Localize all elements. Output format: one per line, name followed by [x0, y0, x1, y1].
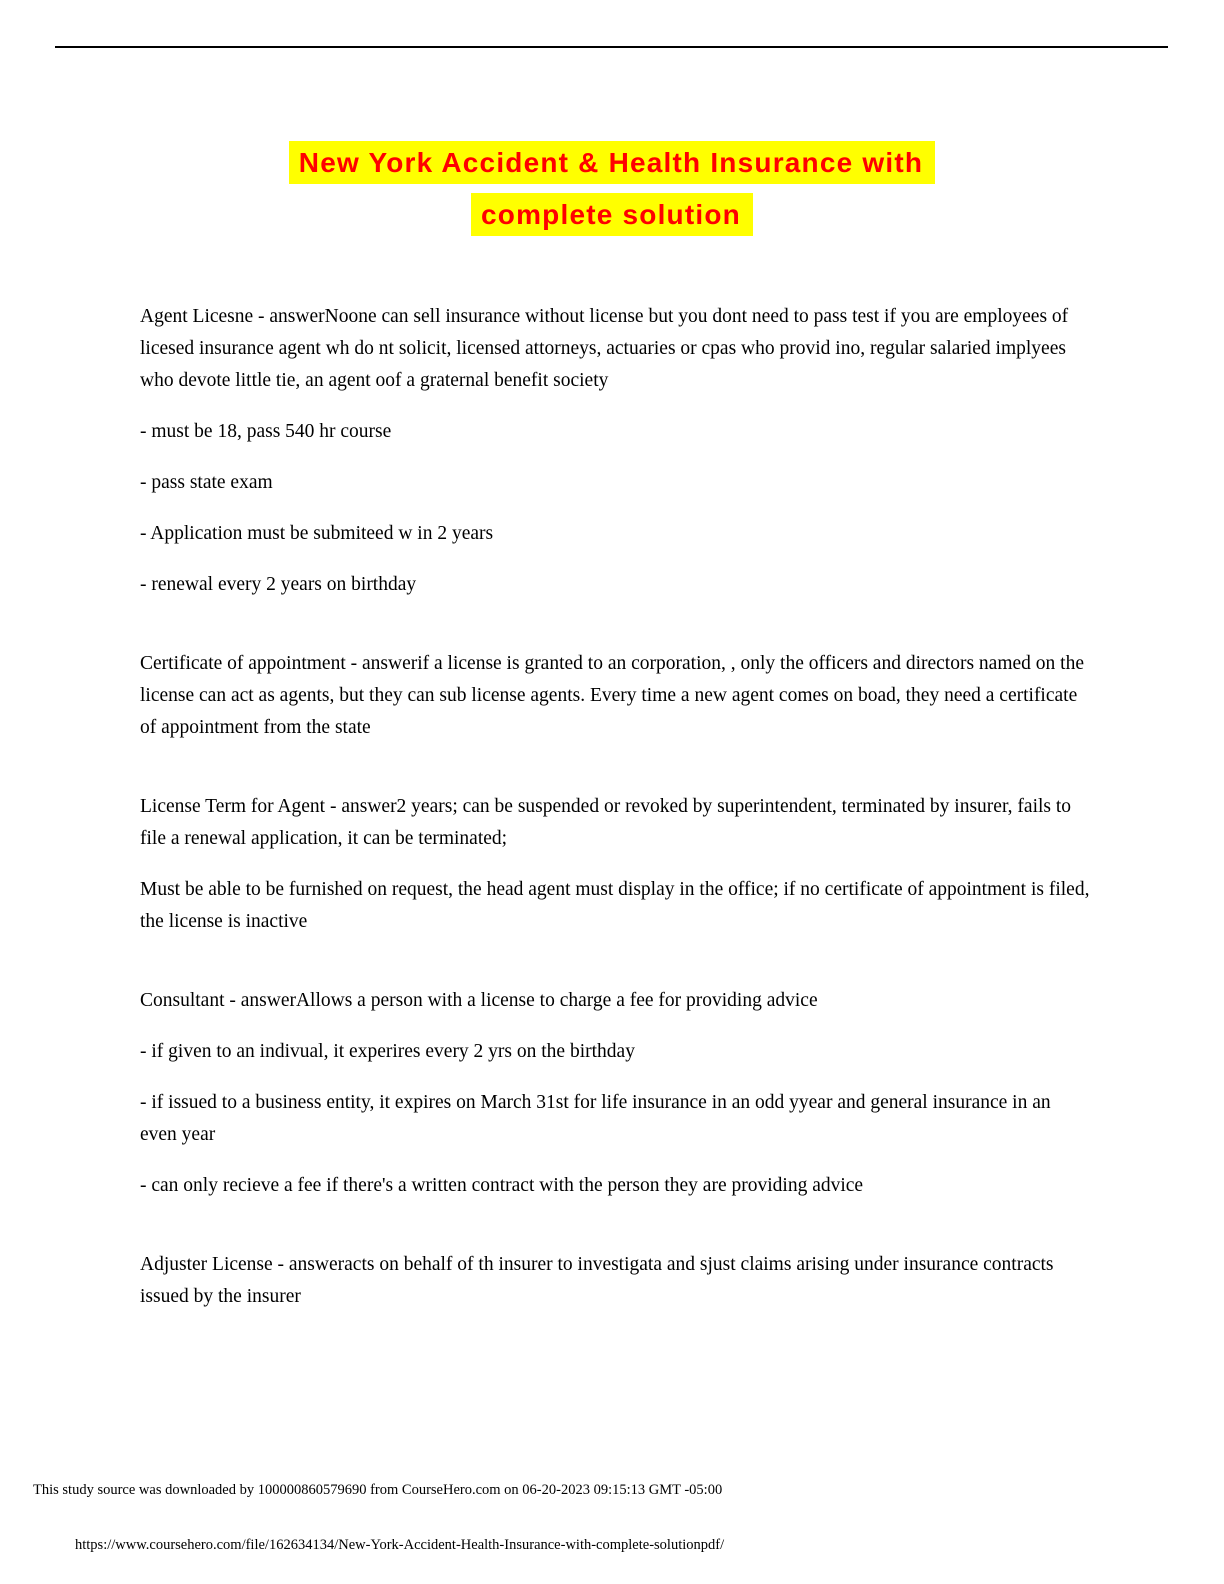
document-body: [140, 301, 1092, 1332]
paragraph-bullet: - renewal every 2 years on birthday: [140, 574, 417, 595]
paragraph-bullet: - Application must be submiteed w in 2 years: [140, 523, 494, 544]
paragraph-bullet: - must be 18, pass 540 hr course: [140, 421, 392, 442]
title-line-1: New York Accident & Health Insurance with: [289, 141, 935, 184]
title-line-2: complete solution: [471, 193, 753, 236]
document-title: [0, 141, 1224, 245]
top-rule: [55, 46, 1168, 48]
paragraph-agent-license: Agent Licesne - answerNoone can sell insurance without license but you dont need to pass test if you are employees of licesed insurance agent wh do nt solicit, licensed attorneys, actuaries or cpas who provid ino, regular salaried implyees who devote little tie, an agent oof a graternal benefit society: [140, 306, 1069, 391]
paragraph-license-term: License Term for Agent - answer2 years; can be suspended or revoked by superintendent, terminated by insurer, fails to file a renewal application, it can be terminated;: [140, 796, 1072, 849]
paragraph-certificate-of-appointment: Certificate of appointment - answerif a license is granted to an corporation, , only the officers and directors named on the license can act as agents, but they can sub license agents. Every time a new agent comes on boad, they need a certificate of appointment from the state: [140, 653, 1084, 738]
coursehero-url: https://www.coursehero.com/file/162634134/New-York-Accident-Health-Insurance-with-complete-solutionpdf/: [75, 1537, 725, 1553]
download-source-note: This study source was downloaded by 100000860579690 from CourseHero.com on 06-20-2023 09:15:13 GMT -05:00: [33, 1482, 723, 1498]
paragraph-license-term-cont: Must be able to be furnished on request, the head agent must display in the office; if no certificate of appointment is filed, the license is inactive: [140, 879, 1090, 932]
paragraph-consultant: Consultant - answerAllows a person with a license to charge a fee for providing advice: [140, 990, 818, 1011]
paragraph-adjuster-license: Adjuster License - answeracts on behalf of th insurer to investigata and sjust claims arising under insurance contracts issued by the insurer: [140, 1254, 1054, 1307]
paragraph-bullet: - if issued to a business entity, it expires on March 31st for life insurance in an odd yyear and general insurance in an even year: [140, 1092, 1051, 1145]
paragraph-bullet: - can only recieve a fee if there's a written contract with the person they are providing advice: [140, 1175, 864, 1196]
paragraph-bullet: - if given to an indivual, it experires every 2 yrs on the birthday: [140, 1041, 635, 1062]
paragraph-bullet: - pass state exam: [140, 472, 273, 493]
